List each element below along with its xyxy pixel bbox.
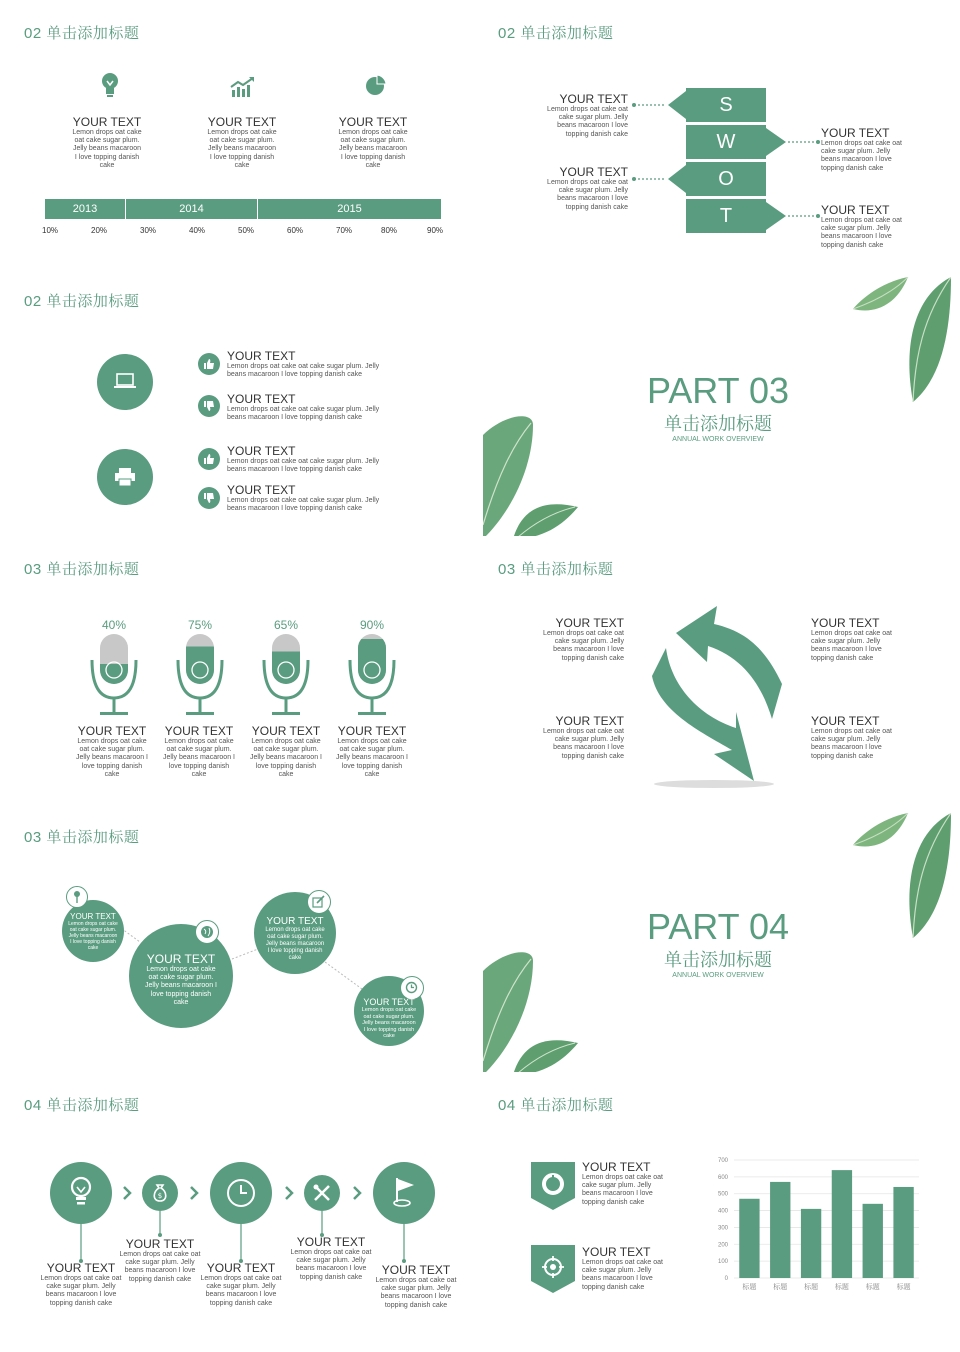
tick-label: 40% — [189, 226, 206, 235]
chart-text-2 — [582, 1246, 682, 1292]
block-body-line: I love topping danish — [209, 153, 275, 161]
chart-text-line: Lemon drops oat cake oat — [582, 1259, 663, 1266]
row-line: Lemon drops oat cake oat cake sugar plum. Jelly — [227, 497, 380, 504]
block-heading: YOUR TEXT — [207, 115, 277, 129]
cycle-heading: YOUR TEXT — [811, 714, 880, 728]
mic-line: cake — [364, 770, 380, 778]
swot-letter-t: T — [719, 205, 733, 227]
mic-line: cake — [191, 770, 207, 778]
block-body-line: cake — [99, 161, 115, 169]
step-line: topping danish cake — [209, 1299, 273, 1307]
swot-left-text-1 — [536, 93, 628, 139]
slide-part-04 — [483, 813, 951, 1075]
step-line: beans macaroon I love — [295, 1265, 367, 1273]
year-label: 2014 — [179, 203, 204, 215]
x-category-label: 标题 — [865, 1283, 880, 1291]
row-text-2 — [227, 393, 427, 422]
row-text-1 — [227, 350, 427, 379]
slide-title: 02 单击添加标题 — [24, 25, 140, 42]
block-body-line: I love topping danish — [340, 153, 406, 161]
block-body-line: cake — [234, 161, 250, 169]
step-line: cake sugar plum. Jelly — [206, 1283, 276, 1291]
block-body-line: Lemon drops oat cake — [338, 129, 408, 136]
swot-letter-s: S — [719, 94, 733, 116]
donut-icon — [541, 1172, 565, 1196]
y-tick-label: 100 — [717, 1259, 728, 1266]
bubble-line: oat cake sugar plum. — [69, 927, 117, 933]
cycle-line: cake sugar plum. Jelly — [554, 736, 624, 744]
text-heading: YOUR TEXT — [821, 203, 890, 217]
x-category-label: 标题 — [896, 1283, 911, 1291]
cycle-heading: YOUR TEXT — [555, 616, 624, 630]
step-line: beans macaroon I love — [124, 1267, 196, 1275]
mic-base — [272, 712, 300, 715]
bubble-line: I love topping danish — [267, 948, 323, 954]
text-line: cake sugar plum. Jelly — [821, 225, 891, 233]
bubble-line: Lemon drops oat cake — [265, 927, 325, 933]
globe-icon — [200, 925, 214, 939]
leaf-decoration-bottom — [483, 415, 578, 539]
mic-base — [358, 712, 386, 715]
cycle-line: beans macaroon I love — [811, 744, 882, 752]
text-line: beans macaroon I love — [821, 156, 892, 164]
chart-text-heading: YOUR TEXT — [582, 1245, 651, 1259]
chart-text-line: cake sugar plum. Jelly — [582, 1182, 652, 1190]
step-line: Lemon drops oat cake oat — [375, 1277, 457, 1284]
tick-label: 70% — [336, 226, 353, 235]
y-tick-label: 400 — [717, 1208, 728, 1215]
text-line: topping danish cake — [821, 164, 884, 172]
swot-letter-o: O — [718, 168, 734, 190]
bubble-line: love topping danish — [150, 990, 212, 998]
row-heading: YOUR TEXT — [227, 444, 296, 458]
bubble-heading: YOUR TEXT — [363, 997, 415, 1007]
mic-line: Jelly beans macaroon I — [76, 754, 148, 762]
cycle-line: topping danish cake — [561, 654, 624, 662]
cycle-line: Lemon drops oat cake oat — [543, 630, 624, 637]
flag-icon — [390, 1176, 420, 1208]
tick-label: 10% — [42, 226, 59, 235]
slide-title: 03 单击添加标题 — [24, 561, 140, 578]
cycle-line: Lemon drops oat cake oat — [811, 630, 892, 637]
block-body-line: Jelly beans macaroon — [72, 145, 142, 153]
row-line: Lemon drops oat cake oat cake sugar plum. Jelly — [227, 406, 380, 413]
text-line: topping danish cake — [821, 241, 884, 249]
mic-percent: 40% — [101, 618, 127, 632]
mic-line: oat cake sugar plum. — [166, 746, 232, 754]
swot-right-text-1 — [821, 127, 921, 173]
leaf-decoration-bottom — [483, 951, 578, 1075]
y-tick-label: 600 — [717, 1174, 728, 1181]
thumbs-up-icon — [203, 453, 215, 465]
cycle-text-2 — [811, 617, 911, 663]
row-line: Lemon drops oat cake oat cake sugar plum. Jelly — [227, 363, 380, 370]
mic-base — [100, 712, 128, 715]
block-body-line: oat cake sugar plum. — [340, 137, 406, 145]
mic-base — [186, 712, 214, 715]
mic-line: Jelly beans macaroon I — [163, 754, 235, 762]
y-tick-label: 300 — [717, 1225, 728, 1232]
mic-text-4 — [331, 725, 413, 779]
bubble-heading: YOUR TEXT — [70, 912, 116, 921]
mic-stand — [113, 698, 116, 712]
cycle-line: beans macaroon I love — [553, 646, 624, 654]
bubble-line: cake — [288, 955, 302, 961]
growth-chart-icon — [230, 76, 256, 98]
text-line: Lemon drops oat cake oat — [821, 217, 902, 224]
step-line: topping danish cake — [299, 1273, 363, 1281]
text-line: beans macaroon I love — [821, 233, 892, 241]
block-body-line: I love topping danish — [74, 153, 140, 161]
text-line: beans macaroon I love — [557, 122, 628, 130]
mic-line: love topping danish — [341, 762, 403, 770]
cycle-line: cake sugar plum. Jelly — [554, 638, 624, 646]
bubble-line: cake — [87, 945, 99, 951]
slide-bar-chart — [474, 1072, 946, 1342]
row-text-3 — [227, 445, 427, 474]
chart-text-line: Lemon drops oat cake oat — [582, 1174, 663, 1181]
pie-chart-icon — [364, 73, 388, 97]
block-body-line: Lemon drops oat cake — [207, 129, 277, 136]
chart-text-line: cake sugar plum. Jelly — [582, 1267, 652, 1275]
mic-line: Lemon drops oat cake — [251, 738, 321, 745]
text-line: cake sugar plum. Jelly — [821, 148, 891, 156]
step-heading: YOUR TEXT — [125, 1237, 195, 1251]
printer-icon — [113, 467, 137, 487]
slide-process — [0, 1072, 472, 1342]
text-line: beans macaroon I love — [557, 195, 628, 203]
slide-device-list — [0, 268, 472, 530]
step-line: topping danish cake — [49, 1299, 113, 1307]
bubble-text-1 — [62, 912, 124, 951]
leaf-decoration-top — [853, 277, 951, 402]
slide-bubbles — [0, 804, 472, 1066]
bubble-text-3 — [254, 916, 336, 962]
x-category-label: 标题 — [742, 1283, 757, 1291]
step-line: beans macaroon I love — [45, 1291, 117, 1299]
text-heading: YOUR TEXT — [821, 126, 890, 140]
mic-line: cake — [104, 770, 120, 778]
mic-percent: 90% — [359, 618, 385, 632]
tick-label: 80% — [381, 226, 398, 235]
row-line: Lemon drops oat cake oat cake sugar plum. Jelly — [227, 458, 380, 465]
mic-heading: YOUR TEXT — [77, 724, 147, 738]
bubble-line: Lemon drops oat cake — [68, 921, 118, 927]
cycle-line: Lemon drops oat cake oat — [543, 728, 624, 735]
bar — [832, 1170, 852, 1278]
step-line: topping danish cake — [384, 1301, 448, 1309]
text-heading: YOUR TEXT — [559, 165, 628, 179]
chart-text-1 — [582, 1161, 682, 1207]
tick-label: 60% — [287, 226, 304, 235]
block-body-line: Jelly beans macaroon — [207, 145, 277, 153]
part-title: 单击添加标题 — [664, 414, 772, 434]
money-bag-icon — [151, 1183, 169, 1203]
y-tick-label: 200 — [717, 1242, 728, 1249]
bar — [801, 1209, 821, 1278]
chart-text-line: topping danish cake — [582, 1283, 645, 1291]
step-text-5 — [366, 1264, 466, 1310]
mic-line: Lemon drops oat cake — [77, 738, 147, 745]
step-line: cake sugar plum. Jelly — [381, 1285, 451, 1293]
part-subtitle: ANNUAL WORK OVERVIEW — [672, 972, 764, 979]
cycle-text-4 — [811, 715, 911, 761]
step-line: topping danish cake — [128, 1275, 192, 1283]
text-heading: YOUR TEXT — [559, 92, 628, 106]
mic-heading: YOUR TEXT — [164, 724, 234, 738]
bar-chart — [704, 1152, 924, 1302]
mic-line: love topping danish — [81, 762, 143, 770]
mic-line: oat cake sugar plum. — [253, 746, 319, 754]
text-line: Lemon drops oat cake oat — [547, 179, 628, 186]
slide-title: 03 单击添加标题 — [498, 561, 614, 578]
bubble-line: Jelly beans macaroon — [68, 933, 118, 939]
year-label: 2015 — [337, 203, 362, 215]
bubble-line: I love topping danish — [70, 939, 116, 945]
part-number: PART 04 — [646, 906, 790, 947]
tools-icon — [313, 1184, 331, 1202]
mic-percent: 75% — [187, 618, 213, 632]
clock-icon — [225, 1177, 257, 1209]
slide-swot — [474, 0, 946, 262]
mic-heading: YOUR TEXT — [337, 724, 407, 738]
bubble-line: I love topping danish — [363, 1026, 415, 1033]
bar — [770, 1182, 790, 1278]
step-line: cake sugar plum. Jelly — [125, 1259, 195, 1267]
mic-line: Jelly beans macaroon I — [336, 754, 408, 762]
slide-title: 02 单击添加标题 — [24, 293, 140, 310]
step-text-3 — [191, 1262, 291, 1308]
text-line: cake sugar plum. Jelly — [558, 114, 628, 122]
step-line: beans macaroon I love — [205, 1291, 277, 1299]
bubble-line: oat cake sugar plum. — [148, 974, 214, 982]
lightbulb-icon — [100, 72, 120, 98]
text-block-3 — [328, 116, 418, 170]
thumbs-down-icon — [203, 492, 215, 504]
mic-line: cake — [278, 770, 294, 778]
y-tick-label: 500 — [717, 1191, 728, 1198]
step-line: beans macaroon I love — [380, 1293, 452, 1301]
block-body-line: cake — [365, 161, 381, 169]
cycle-line: Lemon drops oat cake oat — [811, 728, 892, 735]
step-line: Lemon drops oat cake oat — [40, 1275, 122, 1282]
row-line: beans macaroon I love topping danish cake — [227, 414, 363, 422]
swot-right-text-2 — [821, 204, 921, 250]
row-heading: YOUR TEXT — [227, 483, 296, 497]
text-block-1 — [62, 116, 152, 170]
lightbulb-icon — [68, 1176, 94, 1208]
mic-stand — [199, 698, 202, 712]
swot-letter-w: W — [716, 131, 736, 153]
bubble-text-2 — [129, 952, 233, 1007]
bubble-line: Jelly beans macaroon — [265, 941, 325, 947]
part-number: PART 03 — [646, 370, 790, 411]
block-body-line: Jelly beans macaroon — [338, 145, 408, 153]
cycle-text-3 — [532, 715, 624, 761]
cycle-heading: YOUR TEXT — [555, 714, 624, 728]
step-line: cake sugar plum. Jelly — [296, 1257, 366, 1265]
row-line: beans macaroon I love topping danish cake — [227, 505, 363, 513]
mic-heading: YOUR TEXT — [251, 724, 321, 738]
chart-text-line: beans macaroon I love — [582, 1275, 653, 1283]
slide-title: 03 单击添加标题 — [24, 829, 140, 846]
mic-line: Lemon drops oat cake — [164, 738, 234, 745]
x-category-label: 标题 — [773, 1283, 788, 1291]
mic-text-2 — [158, 725, 240, 779]
bubble-heading: YOUR TEXT — [146, 952, 216, 966]
step-heading: YOUR TEXT — [46, 1261, 116, 1275]
year-label: 2013 — [72, 203, 98, 215]
history-icon — [405, 981, 418, 994]
cycle-line: cake sugar plum. Jelly — [811, 638, 881, 646]
thumbs-up-icon — [203, 358, 215, 370]
text-line: topping danish cake — [565, 203, 628, 211]
cycle-line: beans macaroon I love — [811, 646, 882, 654]
slide-title: 02 单击添加标题 — [498, 25, 614, 42]
swot-left-text-2 — [536, 166, 628, 212]
thumbs-down-icon — [203, 400, 215, 412]
mic-line: Jelly beans macaroon I — [250, 754, 322, 762]
mic-line: Lemon drops oat cake — [337, 738, 407, 745]
svg-text:$: $ — [157, 1192, 163, 1200]
block-heading: YOUR TEXT — [72, 115, 142, 129]
cycle-text-1 — [532, 617, 624, 663]
cycle-line: cake sugar plum. Jelly — [811, 736, 881, 744]
step-heading: YOUR TEXT — [381, 1263, 451, 1277]
mic-percent: 65% — [273, 618, 299, 632]
mic-line: love topping danish — [255, 762, 317, 770]
bubble-heading: YOUR TEXT — [266, 916, 324, 927]
row-heading: YOUR TEXT — [227, 392, 296, 406]
step-heading: YOUR TEXT — [296, 1235, 366, 1249]
block-body-line: oat cake sugar plum. — [74, 137, 140, 145]
chart-text-heading: YOUR TEXT — [582, 1160, 651, 1174]
bubble-line: oat cake sugar plum. — [363, 1013, 415, 1020]
laptop-icon — [113, 372, 137, 390]
bubble-line: cake — [383, 1033, 395, 1039]
cycle-heading: YOUR TEXT — [811, 616, 880, 630]
slide-part-03 — [483, 277, 951, 539]
tick-label: 90% — [427, 226, 444, 235]
y-tick-label: 0 — [724, 1276, 728, 1282]
part-subtitle: ANNUAL WORK OVERVIEW — [672, 436, 764, 443]
text-block-2 — [197, 116, 287, 170]
mic-line: oat cake sugar plum. — [79, 746, 145, 754]
mic-level-fill — [272, 652, 300, 685]
row-line: beans macaroon I love topping danish cake — [227, 371, 363, 379]
cycle-line: topping danish cake — [811, 752, 874, 760]
row-heading: YOUR TEXT — [227, 349, 296, 363]
text-line: topping danish cake — [565, 130, 628, 138]
tick-label: 30% — [140, 226, 157, 235]
part-title: 单击添加标题 — [664, 950, 772, 970]
block-body-line: oat cake sugar plum. — [209, 137, 275, 145]
bubble-line: cake — [173, 998, 189, 1006]
x-category-label: 标题 — [834, 1283, 849, 1291]
slide-timeline — [0, 0, 472, 262]
step-line: Lemon drops oat cake oat — [200, 1275, 282, 1282]
slide-microphones — [0, 536, 472, 798]
bubble-line: Lemon drops oat cake — [146, 966, 216, 973]
target-icon — [541, 1255, 565, 1279]
cycle-line: beans macaroon I love — [553, 744, 624, 752]
slide-cycle — [474, 536, 946, 798]
leaf-decoration-top — [853, 813, 951, 938]
slide-title: 04 单击添加标题 — [24, 1097, 140, 1114]
chart-text-line: topping danish cake — [582, 1198, 645, 1206]
cycle-line: topping danish cake — [811, 654, 874, 662]
chart-text-line: beans macaroon I love — [582, 1190, 653, 1198]
mic-level-fill — [100, 664, 128, 684]
mic-stand — [285, 698, 288, 712]
bar — [863, 1204, 883, 1278]
bar — [893, 1187, 913, 1278]
row-line: beans macaroon I love topping danish cake — [227, 466, 363, 474]
mic-text-3 — [245, 725, 327, 779]
tick-label: 20% — [91, 226, 108, 235]
x-category-label: 标题 — [804, 1283, 819, 1291]
step-line: Lemon drops oat cake oat — [290, 1249, 372, 1256]
step-line: Lemon drops oat cake oat — [119, 1251, 201, 1258]
bubble-line: Jelly beans macaroon — [362, 1020, 416, 1026]
mic-line: love topping danish — [168, 762, 230, 770]
cycle-line: topping danish cake — [561, 752, 624, 760]
step-heading: YOUR TEXT — [206, 1261, 276, 1275]
bubble-line: oat cake sugar plum. — [267, 934, 323, 940]
bar — [739, 1199, 759, 1278]
text-line: cake sugar plum. Jelly — [558, 187, 628, 195]
text-line: Lemon drops oat cake oat — [821, 140, 902, 147]
y-tick-label: 700 — [717, 1158, 728, 1164]
edit-icon — [312, 895, 325, 908]
tick-label: 50% — [238, 226, 255, 235]
text-line: Lemon drops oat cake oat — [547, 106, 628, 113]
step-line: cake sugar plum. Jelly — [46, 1283, 116, 1291]
block-body-line: Lemon drops oat cake — [72, 129, 142, 136]
bubble-text-4 — [354, 997, 424, 1040]
mic-text-1 — [71, 725, 153, 779]
block-heading: YOUR TEXT — [338, 115, 408, 129]
slide-title: 04 单击添加标题 — [498, 1097, 614, 1114]
bubble-line: Lemon drops oat cake — [361, 1007, 417, 1013]
bubble-line: Jelly beans macaroon I — [145, 982, 217, 990]
mic-line: oat cake sugar plum. — [339, 746, 405, 754]
pin-icon — [71, 890, 83, 904]
mic-stand — [371, 698, 374, 712]
row-text-4 — [227, 484, 427, 513]
